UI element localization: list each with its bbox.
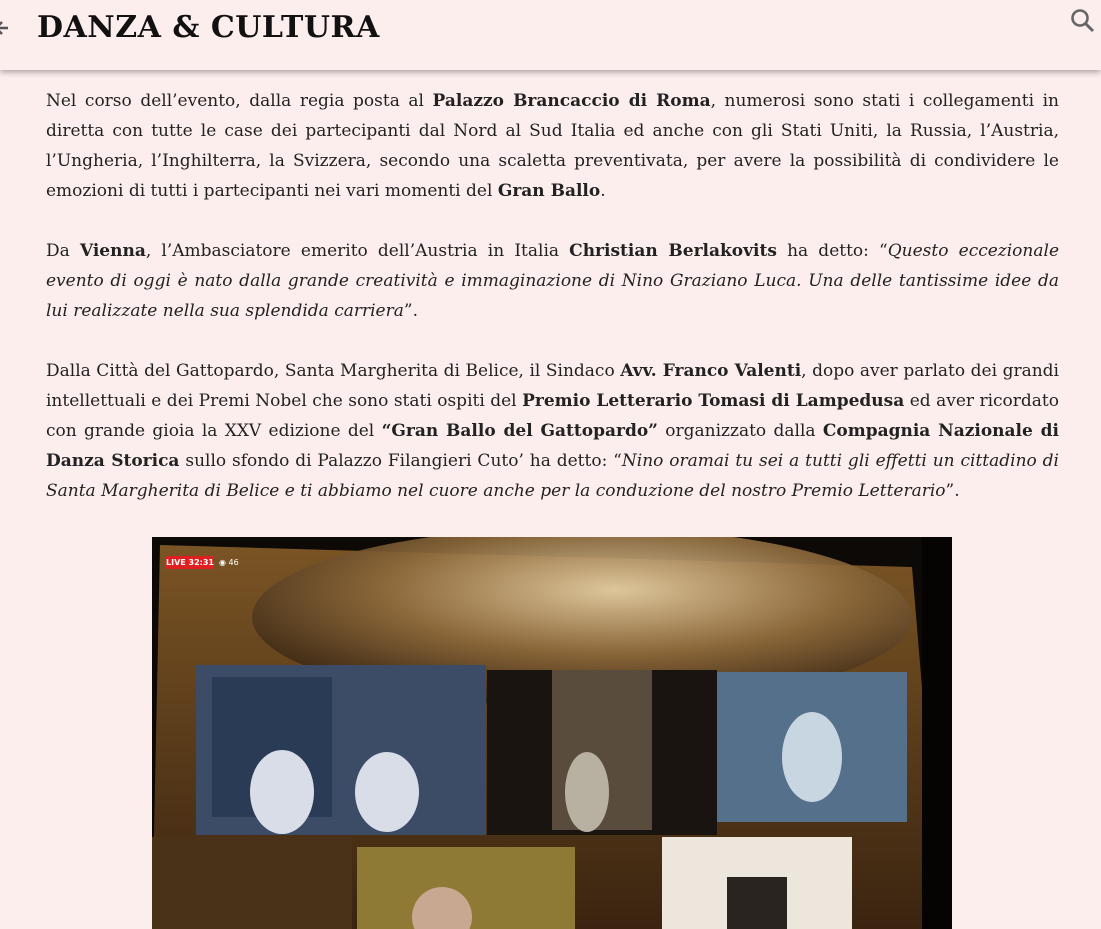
- text-span: ed aver ricordato con grande gioia la XXV edizione del: [46, 391, 1060, 441]
- bold-span: Christian Berlakovits: [569, 241, 777, 261]
- italic-span: Nino oramai tu sei a tutti gli effetti un cittadino di Santa Margherita di Belice e ti abbiamo nel cuore anche per la conduzione del nostro Premio Letterario: [46, 451, 1059, 501]
- paragraph-3: [46, 356, 1059, 506]
- text-span: , dopo aver parlato dei grandi intellettuali e dei Premi Nobel che sono stati ospiti del: [46, 361, 1059, 411]
- text-span: Nel corso dell’evento, dalla regia posta al: [46, 91, 433, 111]
- bold-span: Palazzo Brancaccio di Roma: [432, 91, 711, 111]
- text-span: organizzato dalla: [657, 421, 823, 441]
- viewer-count-value: 46: [228, 558, 239, 567]
- text-span: ha detto: “: [776, 241, 888, 261]
- text-span: sullo sfondo di Palazzo Filangieri Cuto’ ha detto: “: [179, 451, 622, 471]
- article-body: [46, 86, 1059, 536]
- text-span: ”.: [403, 301, 418, 321]
- search-icon[interactable]: [1068, 6, 1098, 36]
- live-badge: LIVE 32:31: [166, 558, 214, 567]
- paragraph-2: [46, 236, 1059, 326]
- eye-icon: ◉: [219, 558, 226, 567]
- text-span: , l’Ambasciatore emerito dell’Austria in Italia: [145, 241, 570, 261]
- article-photo: [152, 537, 952, 929]
- italic-span: Questo eccezionale evento di oggi è nato dalla grande creatività e immaginazione di Nino Graziano Luca. Una delle tantissime idee da lui realizzate nella sua splendida carriera: [46, 241, 1060, 321]
- text-span: , numerosi sono stati i collegamenti in diretta con tutte le case dei partecipanti dal Nord al Sud Italia ed anche con gli Stati Uniti, la Russia, l’Austria, l’Ungheria, l’Inghilterra, la Svizzera, secondo una scaletta preventivata, per avere la possibilità di condividere le emozioni di tutti i partecipanti nei vari momenti del: [46, 91, 1059, 201]
- text-span: Da: [46, 241, 80, 261]
- bold-span: Compagnia Nazionale di Danza Storica: [46, 421, 1059, 471]
- bold-span: “Gran Ballo del Gattopardo”: [381, 421, 658, 441]
- site-title[interactable]: DANZA & CULTURA: [37, 10, 380, 45]
- text-span: .: [600, 181, 606, 201]
- bold-span: Premio Letterario Tomasi di Lampedusa: [522, 391, 905, 411]
- text-span: ”.: [945, 481, 960, 501]
- bold-span: Vienna: [79, 241, 146, 261]
- bold-span: Avv. Franco Valenti: [620, 361, 802, 381]
- bold-span: Gran Ballo: [497, 181, 601, 201]
- top-bar: [0, 0, 1101, 70]
- viewer-count: [219, 556, 239, 569]
- arrow-left-icon[interactable]: [0, 14, 14, 42]
- text-span: Dalla Città del Gattopardo, Santa Margherita di Belice, il Sindaco: [46, 361, 621, 381]
- paragraph-1: [46, 86, 1059, 206]
